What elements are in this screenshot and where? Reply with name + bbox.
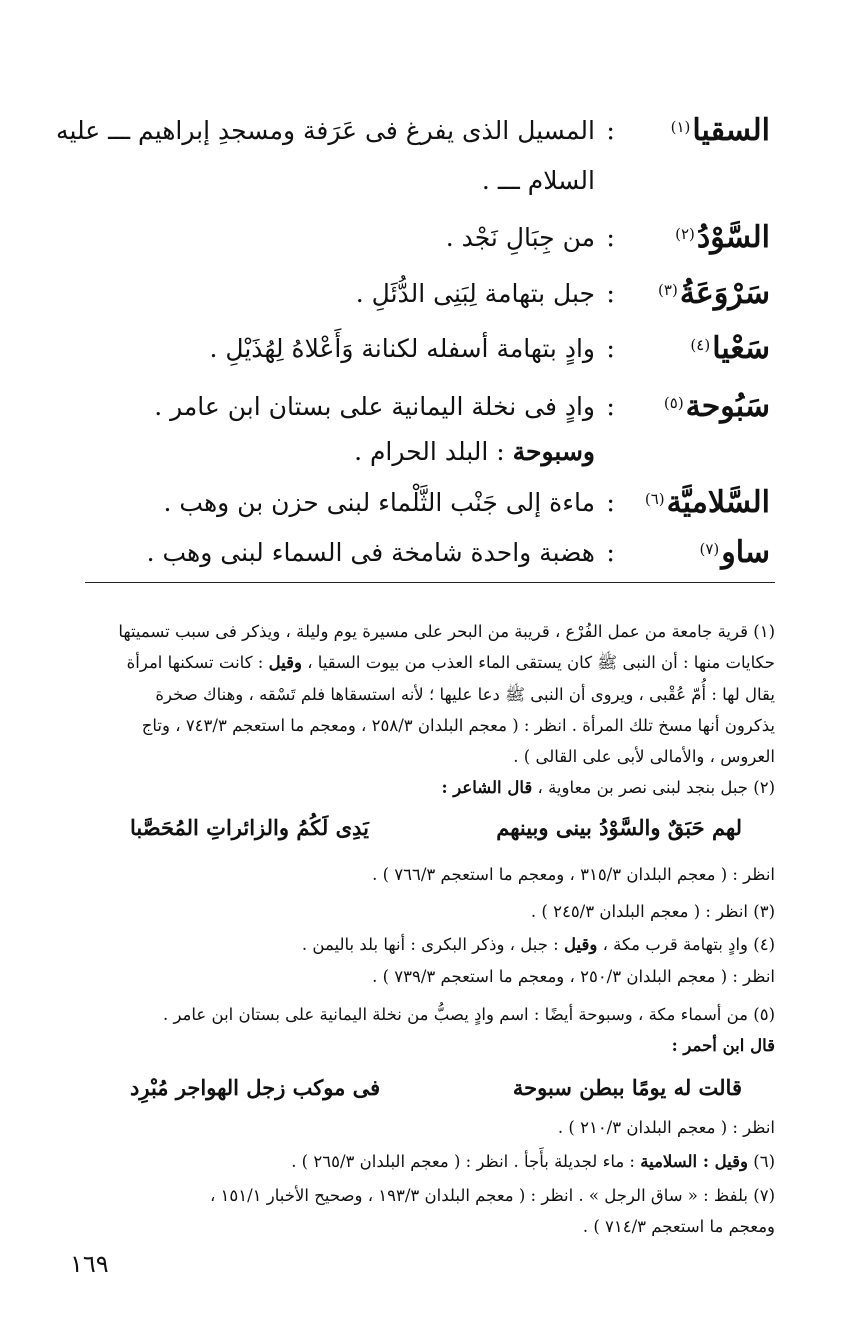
entry-colon: :: [606, 488, 615, 518]
footnote-6: (٦) وقيل : السلامية : ماء لجديلة بأَجأ . انظر : ( معجم البلدان ٢٦٥/٣ ) .: [291, 1152, 775, 1171]
footnote-divider: [85, 582, 775, 583]
page-number: ١٦٩: [70, 1250, 109, 1278]
footnote-2-reference: انظر : ( معجم البلدان ٣١٥/٣ ، ومعجم ما استعجم ٧٦٦/٣ ) .: [372, 865, 775, 884]
entry-colon: :: [606, 223, 615, 253]
entry-definition-continuation: السلام ـــ .: [481, 166, 595, 195]
entry-definition: جبل بتهامة لِبَنِى الدُّئَلِ .: [355, 279, 595, 308]
footnote-7-line: (٧) بلفظ : « ساق الرجل » . انظر : ( معجم البلدان ١٩٣/٣ ، وصحيح الأخبار ١٥١/١ ،: [209, 1186, 775, 1205]
entry-saw: [65, 527, 770, 579]
footnote-5-line: قال ابن أحمر :: [671, 1036, 775, 1055]
entry-definition: وادٍ فى نخلة اليمانية على بستان ابن عامر .: [154, 392, 595, 421]
entry-definition: من جِبَالِ نَجْد .: [445, 223, 595, 252]
entry-sarwaa: [65, 268, 770, 320]
entry-saya: [65, 323, 770, 375]
entry-definition: المسيل الذى يفرغ فى عَرَفة ومسجدِ إبراهيم ـــ عليه: [56, 116, 595, 145]
entry-sawd: [65, 212, 770, 264]
entry-term: ساو$^{(٧)}$: [699, 535, 770, 570]
entry-term: السقيا$^{(١)}$: [670, 113, 770, 148]
verse-hemistich-second: فى موكب زجل الهواجر مُبْرِد: [130, 1075, 381, 1100]
entry-sabuha: [65, 381, 770, 433]
verse-hemistich-first: قالت له يومًا ببطن سبوحة: [512, 1075, 742, 1100]
entry-definition: هضبة واحدة شامخة فى السماء لبنى وهب .: [146, 538, 595, 567]
entry-term: السَّلاميَّة$^{(٦)}$: [644, 485, 770, 520]
entry-colon: :: [606, 279, 615, 309]
entry-saqya: [56, 105, 770, 157]
footnote-5-reference: انظر : ( معجم البلدان ٢١٠/٣ ) .: [557, 1118, 775, 1137]
entry-definition: وادٍ بتهامة أسفله لكنانة وَأَعْلاهُ لِهُذَيْلِ .: [209, 334, 595, 363]
footnote-7-line: ومعجم ما استعجم ٧١٤/٣ ) .: [582, 1217, 775, 1236]
entry-term: سَرْوَعَةُ$^{(٣)}$: [658, 276, 770, 311]
entry-term: سَبُوحة$^{(٥)}$: [663, 389, 770, 424]
footnote-2-line: (٢) جبل بنجد لبنى نصر بن معاوية ، قال الشاعر :: [441, 778, 775, 797]
entry-definition-continuation: وسبوحة : البلد الحرام .: [354, 437, 595, 466]
entry-colon: :: [606, 392, 615, 422]
entry-term: سَعْيا$^{(٤)}$: [690, 331, 770, 366]
entry-colon: :: [606, 334, 615, 364]
footnote-4-line: (٤) وادٍ بتهامة قرب مكة ، وقيل : جبل ، وذكر البكرى : أنها بلد باليمن .: [301, 935, 775, 954]
entry-colon: :: [606, 538, 615, 568]
entry-term: السَّوْدُ$^{(٢)}$: [675, 220, 770, 255]
footnote-3: (٣) انظر : ( معجم البلدان ٢٤٥/٣ ) .: [530, 902, 775, 921]
footnote-1-line: (١) قرية جامعة من عمل الفُرْع ، قريبة من البحر على مسيرة يوم وليلة ، ويذكر فى سبب تسميتها: [118, 622, 775, 641]
footnote-1-line: حكايات منها : أن النبى ﷺ كان يستقى الماء العذب من بيوت السقيا ، وقيل : كانت تسكنها امرأة: [126, 653, 775, 672]
verse-hemistich-first: لهم حَبَقٌ والسَّوْدُ بينى وبينهم: [496, 815, 742, 840]
footnote-5-line: (٥) من أسماء مكة ، وسبوحة أيضًا : اسم وادٍ يصبُّ من نخلة اليمانية على بستان ابن عامر .: [162, 1005, 775, 1024]
entry-colon: :: [606, 116, 615, 146]
footnote-4-reference: انظر : ( معجم البلدان ٢٥٠/٣ ، ومعجم ما استعجم ٧٣٩/٣ ) .: [372, 967, 775, 986]
footnote-1-line: العروس ، والأمالى لأبى على القالى ) .: [513, 747, 775, 766]
footnote-1-line: يذكرون أنها مسخ تلك المرأة . انظر : ( معجم البلدان ٢٥٨/٣ ، ومعجم ما استعجم ٧٤٣/٣ ، وتاج: [141, 716, 775, 735]
entry-salamiyya: [65, 477, 770, 529]
verse-hemistich-second: يَدِى لَكُمُ والزائراتِ المُحَصَّبا: [130, 815, 369, 840]
footnote-1-line: يقال لها : أُمّ عُقْبى ، ويروى أن النبى ﷺ دعا عليها ؛ لأنه استسقاها فلم تَسْقه ، وهناك صخرة: [155, 685, 775, 704]
entry-definition: ماءة إلى جَنْب الثَّلْماء لبنى حزن بن وهب .: [163, 488, 595, 517]
